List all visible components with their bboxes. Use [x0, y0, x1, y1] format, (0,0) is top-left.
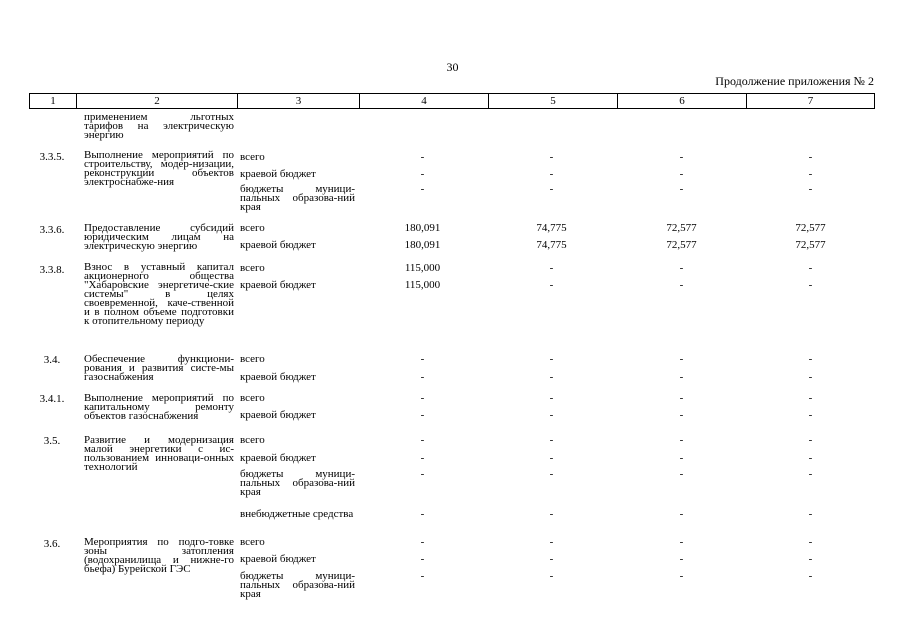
value-col-6: - [679, 151, 684, 163]
source-label: краевой бюджет [240, 452, 316, 464]
value-col-5: - [549, 536, 554, 548]
row-number: 3.6. [43, 538, 61, 550]
value-col-4: - [420, 452, 425, 464]
value-col-6: - [679, 279, 684, 291]
row-number: 3.3.8. [39, 264, 65, 276]
value-col-7: - [808, 151, 813, 163]
value-col-5: - [549, 371, 554, 383]
value-col-6: - [679, 409, 684, 421]
source-label: всего [240, 536, 265, 548]
row-name: Мероприятия по подго-товке зоны затопления (водохранилища и нижне-го бьефа) Бурейской ГЭС [84, 536, 234, 575]
value-col-6: - [679, 392, 684, 404]
value-col-5: - [549, 168, 554, 180]
source-label: всего [240, 222, 265, 234]
row-name: Выполнение мероприятий по строительству, модер-низации, реконструкции объектов электроснабже-ния [84, 149, 234, 188]
value-col-6: - [679, 353, 684, 365]
carry-over-name: применением льготных тарифов на электрическую энергию [84, 111, 234, 141]
value-col-4: - [420, 353, 425, 365]
row-name: Обеспечение функциони-рования и развития систе-мы газоснабжения [84, 353, 234, 383]
value-col-5: - [549, 468, 554, 480]
value-col-4: 180,091 [404, 239, 441, 251]
value-col-5: - [549, 434, 554, 446]
value-col-5: - [549, 570, 554, 582]
value-col-6: - [679, 168, 684, 180]
value-col-6: - [679, 183, 684, 195]
value-col-7: - [808, 279, 813, 291]
value-col-7: - [808, 468, 813, 480]
value-col-4: - [420, 409, 425, 421]
value-col-5: - [549, 409, 554, 421]
value-col-7: - [808, 353, 813, 365]
value-col-5: - [549, 353, 554, 365]
value-col-6: - [679, 452, 684, 464]
value-col-6: 72,577 [666, 239, 697, 251]
source-label: краевой бюджет [240, 168, 316, 180]
value-col-4: - [420, 168, 425, 180]
source-label: краевой бюджет [240, 239, 316, 251]
value-col-7: 72,577 [795, 222, 826, 234]
header-col-2: 2 [76, 94, 237, 108]
source-label: всего [240, 262, 265, 274]
value-col-7: - [808, 452, 813, 464]
value-col-4: - [420, 151, 425, 163]
value-col-7: - [808, 434, 813, 446]
value-col-5: - [549, 151, 554, 163]
value-col-7: - [808, 262, 813, 274]
value-col-6: - [679, 371, 684, 383]
value-col-4: - [420, 570, 425, 582]
page-number: 30 [446, 60, 459, 74]
header-col-7: 7 [746, 94, 874, 108]
source-label: всего [240, 434, 265, 446]
source-label: краевой бюджет [240, 279, 316, 291]
header-col-1: 1 [50, 95, 56, 107]
value-col-7: - [808, 168, 813, 180]
value-col-7: - [808, 570, 813, 582]
value-col-7: - [808, 536, 813, 548]
value-col-6: - [679, 553, 684, 565]
value-col-4: 115,000 [404, 279, 441, 291]
row-number: 3.5. [43, 435, 61, 447]
value-col-5: - [549, 183, 554, 195]
value-col-4: - [420, 392, 425, 404]
value-col-5: - [549, 262, 554, 274]
value-col-7: - [808, 553, 813, 565]
row-name: Предоставление субсидий юридическим лицам на электрическую энергию [84, 222, 234, 252]
source-label: краевой бюджет [240, 371, 316, 383]
value-col-5: - [549, 553, 554, 565]
row-name: Выполнение мероприятий по капитальному ремонту объектов газоснабжения [84, 392, 234, 422]
source-label: внебюджетные средства [240, 508, 354, 520]
value-col-7: 72,577 [795, 239, 826, 251]
header-col-4: 4 [359, 94, 488, 108]
value-col-4: - [420, 183, 425, 195]
source-label: бюджеты муници-пальных образова-ний края [240, 570, 355, 600]
value-col-6: - [679, 262, 684, 274]
value-col-5: - [549, 392, 554, 404]
value-col-4: - [420, 371, 425, 383]
value-col-4: 115,000 [404, 262, 441, 274]
source-label: бюджеты муници-пальных образова-ний края [240, 183, 355, 213]
value-col-5: 74,775 [536, 239, 567, 251]
value-col-7: - [808, 371, 813, 383]
value-col-7: - [808, 392, 813, 404]
value-col-5: - [549, 279, 554, 291]
value-col-4: - [420, 536, 425, 548]
value-col-7: - [808, 409, 813, 421]
table-header [29, 93, 875, 109]
source-label: краевой бюджет [240, 409, 316, 421]
source-label: всего [240, 392, 265, 404]
value-col-6: - [679, 536, 684, 548]
value-col-4: - [420, 508, 425, 520]
row-number: 3.4. [43, 354, 61, 366]
value-col-6: - [679, 468, 684, 480]
source-label: всего [240, 353, 265, 365]
source-label: краевой бюджет [240, 553, 316, 565]
value-col-7: - [808, 183, 813, 195]
value-col-6: - [679, 508, 684, 520]
value-col-6: 72,577 [666, 222, 697, 234]
value-col-6: - [679, 434, 684, 446]
value-col-4: - [420, 553, 425, 565]
value-col-5: 74,775 [536, 222, 567, 234]
row-name: Взнос в уставный капитал акционерного общества "Хабаровские энергетиче-ские системы" в целях своевременной, каче-ственной и в полном объеме подготовки к отопительному периоду [84, 261, 234, 327]
source-label: бюджеты муници-пальных образова-ний края [240, 468, 355, 498]
header-col-6: 6 [617, 94, 746, 108]
value-col-5: - [549, 508, 554, 520]
value-col-4: - [420, 434, 425, 446]
header-col-5: 5 [488, 94, 617, 108]
row-number: 3.3.5. [39, 151, 65, 163]
value-col-6: - [679, 570, 684, 582]
source-label: всего [240, 151, 265, 163]
value-col-5: - [549, 452, 554, 464]
row-number: 3.3.6. [39, 224, 65, 236]
continuation-note: Продолжение приложения № 2 [715, 74, 874, 88]
row-name: Развитие и модернизация малой энергетики с ис-пользованием инноваци-онных технологий [84, 434, 234, 473]
value-col-4: - [420, 468, 425, 480]
value-col-4: 180,091 [404, 222, 441, 234]
value-col-7: - [808, 508, 813, 520]
header-col-3: 3 [237, 94, 359, 108]
row-number: 3.4.1. [39, 393, 65, 405]
